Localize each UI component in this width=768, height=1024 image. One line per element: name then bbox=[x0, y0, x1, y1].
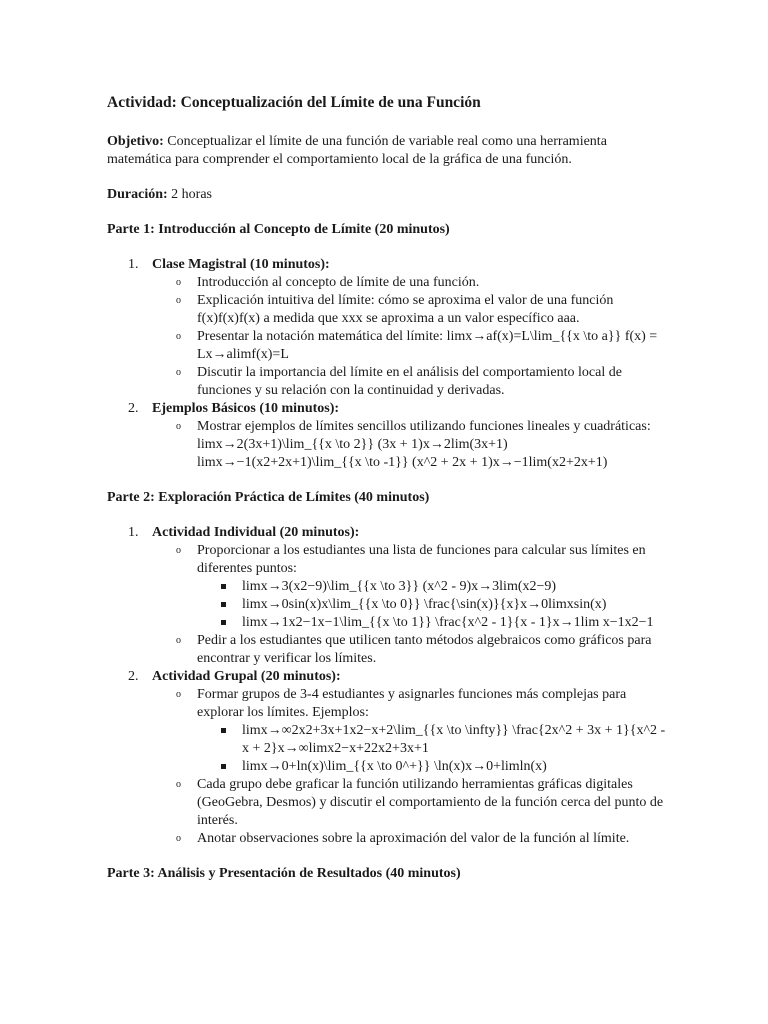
parte2-list bbox=[107, 524, 667, 848]
circle-bullet-icon: o bbox=[176, 635, 181, 646]
list-item bbox=[242, 722, 667, 758]
sub-list bbox=[152, 542, 667, 668]
square-bullet-icon bbox=[221, 602, 226, 607]
list-item bbox=[176, 830, 667, 848]
circle-bullet-icon: o bbox=[176, 331, 181, 342]
bullet-text: Mostrar ejemplos de límites sencillos utilizando funciones lineales y cuadráticas: limx→2(3x+1)\lim_{{x \to 2}} (3x + 1)x→2lim(3x+1) limx→−1(x2+2x+1)\lim_{{x \to -1}} (x^2 + 2x + 1)x→−1lim(x2+2x+1) bbox=[197, 419, 651, 470]
sub-list bbox=[152, 274, 667, 400]
bullet-text: Introducción al concepto de límite de una función. bbox=[197, 275, 480, 290]
objetivo-label: Objetivo: bbox=[107, 134, 164, 149]
list-item bbox=[242, 758, 667, 776]
list-item bbox=[242, 614, 667, 632]
circle-bullet-icon: o bbox=[176, 545, 181, 556]
item-number: 1. bbox=[128, 525, 139, 540]
bullet-text: limx→0sin(x)x\lim_{{x \to 0}} \frac{\sin(x)}{x}x→0limxsin(x) bbox=[242, 597, 607, 612]
parte1-list bbox=[107, 256, 667, 472]
list-item bbox=[242, 578, 667, 596]
list-item bbox=[176, 632, 667, 668]
list-item bbox=[176, 542, 667, 632]
parte1-heading: Parte 1: Introducción al Concepto de Límite (20 minutos) bbox=[107, 222, 450, 237]
bullet-text: limx→∞2x2+3x+1x2−x+2\lim_{{x \to \infty}} \frac{2x^2 + 3x + 1}{x^2 - x + 2}x→∞limx2−x+22x2+3x+1 bbox=[242, 723, 666, 756]
square-bullet-icon bbox=[221, 620, 226, 625]
item-number: 2. bbox=[128, 669, 139, 684]
sub-list bbox=[152, 686, 667, 848]
circle-bullet-icon: o bbox=[176, 367, 181, 378]
bullet-text: limx→1x2−1x−1\lim_{{x \to 1}} \frac{x^2 - 1}{x - 1}x→1lim x−1x2−1 bbox=[242, 615, 654, 630]
document-page bbox=[107, 93, 667, 900]
circle-bullet-icon: o bbox=[176, 689, 181, 700]
objetivo-text: Conceptualizar el límite de una función de variable real como una herramienta matemática para comprender el comportamiento local de la gráfica de una función. bbox=[107, 134, 607, 167]
list-item bbox=[128, 256, 667, 400]
circle-bullet-icon: o bbox=[176, 421, 181, 432]
list-item bbox=[176, 274, 667, 292]
item-title: Actividad Grupal (20 minutos): bbox=[152, 669, 341, 684]
list-item bbox=[128, 668, 667, 848]
item-title: Clase Magistral (10 minutos): bbox=[152, 257, 330, 272]
square-bullet-icon bbox=[221, 728, 226, 733]
sub-sub-list bbox=[197, 578, 667, 632]
circle-bullet-icon: o bbox=[176, 277, 181, 288]
parte2-heading: Parte 2: Exploración Práctica de Límites (40 minutos) bbox=[107, 490, 430, 505]
duracion-label: Duración: bbox=[107, 187, 168, 202]
item-title: Ejemplos Básicos (10 minutos): bbox=[152, 401, 340, 416]
bullet-text: limx→0+ln(x)\lim_{{x \to 0^+}} \ln(x)x→0+limln(x) bbox=[242, 759, 547, 774]
document-title: Actividad: Conceptualización del Límite de una Función bbox=[107, 94, 481, 111]
list-item bbox=[242, 596, 667, 614]
duracion-paragraph bbox=[107, 186, 667, 204]
bullet-text: Formar grupos de 3-4 estudiantes y asignarles funciones más complejas para explorar los límites. Ejemplos: bbox=[197, 687, 627, 720]
list-item bbox=[176, 328, 667, 364]
list-item bbox=[128, 524, 667, 668]
objetivo-paragraph bbox=[107, 133, 667, 169]
list-item bbox=[176, 418, 667, 472]
list-item bbox=[128, 400, 667, 472]
bullet-text: Presentar la notación matemática del límite: limx→af(x)=L\lim_{{x \to a}} f(x) = Lx→alimf(x)=L bbox=[197, 329, 658, 362]
bullet-text: Discutir la importancia del límite en el análisis del comportamiento local de funciones y su relación con la continuidad y derivadas. bbox=[197, 365, 622, 398]
duracion-text: 2 horas bbox=[171, 187, 212, 202]
bullet-text: limx→3(x2−9)\lim_{{x \to 3}} (x^2 - 9)x→3lim(x2−9) bbox=[242, 579, 557, 594]
item-title: Actividad Individual (20 minutos): bbox=[152, 525, 360, 540]
circle-bullet-icon: o bbox=[176, 779, 181, 790]
list-item bbox=[176, 686, 667, 776]
item-number: 2. bbox=[128, 401, 139, 416]
list-item bbox=[176, 776, 667, 830]
sub-list bbox=[152, 418, 667, 472]
square-bullet-icon bbox=[221, 764, 226, 769]
bullet-text: Anotar observaciones sobre la aproximación del valor de la función al límite. bbox=[197, 831, 630, 846]
list-item bbox=[176, 364, 667, 400]
list-item bbox=[176, 292, 667, 328]
circle-bullet-icon: o bbox=[176, 295, 181, 306]
parte3-heading: Parte 3: Análisis y Presentación de Resultados (40 minutos) bbox=[107, 866, 461, 881]
square-bullet-icon bbox=[221, 584, 226, 589]
sub-sub-list bbox=[197, 722, 667, 776]
bullet-text: Proporcionar a los estudiantes una lista de funciones para calcular sus límites en diferentes puntos: bbox=[197, 543, 646, 576]
bullet-text: Cada grupo debe graficar la función utilizando herramientas gráficas digitales (GeoGebra, Desmos) y discutir el comportamiento de la función cerca del punto de interés. bbox=[197, 777, 664, 828]
circle-bullet-icon: o bbox=[176, 833, 181, 844]
item-number: 1. bbox=[128, 257, 139, 272]
bullet-text: Pedir a los estudiantes que utilicen tanto métodos algebraicos como gráficos para encontrar y verificar los límites. bbox=[197, 633, 652, 666]
bullet-text: Explicación intuitiva del límite: cómo se aproxima el valor de una función f(x)f(x)f(x) a medida que xxx se aproxima a un valor específico aaa. bbox=[197, 293, 614, 326]
